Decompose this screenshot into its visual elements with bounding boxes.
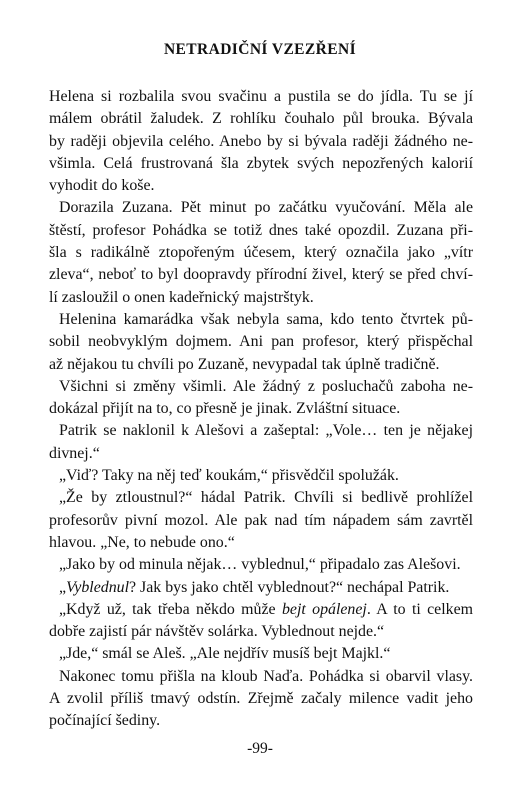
text-line: všimla. Celá frustrovaná šla zbytek svých nepozřených kalorií — [49, 154, 473, 172]
text-line: „Jde,“ smál se Aleš. „Ale nejdřív musíš bejt Majkl.“ — [59, 645, 391, 663]
text-line: až nějakou tu chvíli po Zuzaně, nevypadal tak úplně tradičně. — [49, 355, 440, 373]
chapter-title: NETRADIČNÍ VZEZŘENÍ — [163, 41, 357, 58]
text-line: lí zasloužil o onen kadeřnický majstrštyk. — [49, 288, 314, 306]
text-line: šla s radikálně ztopořeným účesem, který označila jako „vítr — [49, 244, 473, 262]
text-line: A zvolil příliš tmavý odstín. Zřejmě začaly milence vadit jeho — [49, 690, 473, 708]
paragraph — [49, 86, 473, 197]
text-line: málem obrátil žaludek. Z rohlíku čouhalo půl brouka. Bývala — [49, 110, 473, 128]
text-segment: „Když už, tak třeba někdo může — [59, 600, 282, 618]
text-line: dokázal přijít na to, co přesně je jinak. Zvláštní situace. — [49, 400, 401, 418]
paragraph — [49, 487, 473, 554]
page-number: -99- — [247, 740, 273, 757]
text-line: „Viď? Taky na něj teď koukám,“ přisvědčil spolužák. — [59, 467, 399, 485]
paragraph — [49, 465, 473, 487]
text-line: sobil neobvyklým dojmem. Ani pan profesor, který přispěchal — [49, 333, 473, 351]
text-line: Helena si rozbalila svou svačinu a pustila se do jídla. Tu se jí — [49, 88, 473, 105]
text-segment: „ — [59, 578, 67, 596]
italic-text: bejt opálenej — [281, 600, 367, 618]
paragraph — [49, 420, 473, 465]
paragraph — [49, 643, 473, 665]
paragraph — [49, 309, 473, 376]
text-line: Dorazila Zuzana. Pět minut po začátku vyučování. Měla ale — [59, 199, 473, 217]
paragraph — [49, 666, 473, 733]
text-line: hlavou. „Ne, to nebude ono.“ — [49, 533, 235, 551]
text-line: Všichni si změny všimli. Ale žádný z posluchačů zaboha ne- — [59, 377, 473, 395]
text-segment: . A to ti celkem — [366, 600, 474, 618]
text-segment: ? Jak bys jako chtěl vyblednout?“ nechápal Patrik. — [129, 578, 450, 596]
text-line: „Jako by od minula nějak… vyblednul,“ připadalo zas Alešovi. — [59, 556, 461, 574]
text-line: dobře zajistí pár návštěv solárka. Vyblednout nejde.“ — [49, 623, 385, 641]
italic-text: Vyblednul — [66, 578, 130, 596]
text-line — [49, 577, 473, 599]
text-line: divnej.“ — [49, 444, 100, 462]
text-line: profesorův pivní mozol. Ale pak nad tím nápadem sám zavrtěl — [49, 511, 473, 529]
paragraph — [49, 376, 473, 421]
text-line: Nakonec tomu přišla na kloub Naďa. Pohádka si obarvil vlasy. — [59, 667, 473, 685]
body-text — [49, 86, 473, 733]
text-line: počínající šediny. — [49, 712, 161, 730]
text-line — [49, 599, 473, 621]
paragraph — [49, 197, 473, 308]
text-line: vyhodit do koše. — [49, 177, 155, 195]
text-line: „Že by ztloustnul?“ hádal Patrik. Chvíli si bedlivě prohlížel — [59, 489, 473, 507]
text-line: zleva“, neboť to byl doopravdy přírodní živel, který se před chví- — [49, 266, 473, 284]
text-line: Helenina kamarádka však nebyla sama, kdo tento čtvrtek pů- — [59, 310, 473, 328]
text-line: štěstí, profesor Pohádka se totiž dnes také opozdil. Zuzana při- — [49, 221, 473, 239]
paragraph — [49, 554, 473, 576]
paragraph — [49, 577, 473, 599]
paragraph — [49, 599, 473, 644]
text-line: Patrik se naklonil k Alešovi a zašeptal: „Vole… ten je nějakej — [59, 422, 473, 440]
text-line: by raději objevila celého. Anebo by si bývala raději žádného ne- — [49, 132, 473, 150]
